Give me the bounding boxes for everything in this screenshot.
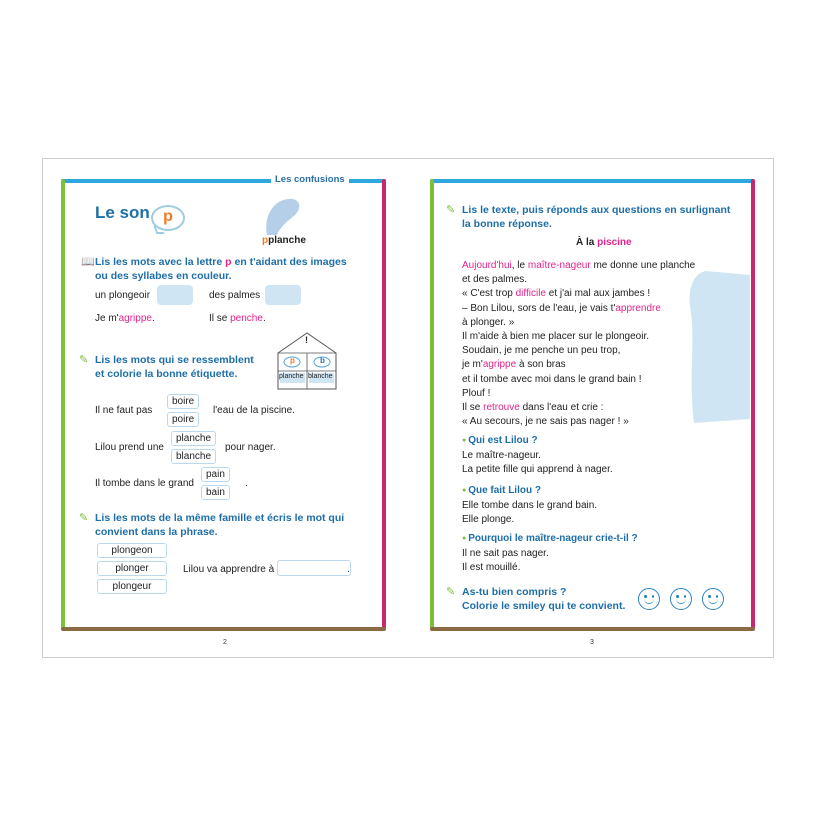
bottom-bar xyxy=(61,627,386,631)
image-word: pplanche xyxy=(262,235,306,246)
ex1-color-box-2[interactable] xyxy=(265,285,301,305)
ex3-instruction: Lis les mots de la même famille et écris le mot qui convient dans la phrase. xyxy=(95,512,345,538)
ex2-s3-start: Il tombe dans le grand xyxy=(95,478,194,489)
question-3: ● Pourquoi le maître-nageur crie-t-il ? xyxy=(462,533,638,544)
ex2-s1-option-1[interactable]: boire xyxy=(167,394,199,409)
question-1: ● Qui est Lilou ? xyxy=(462,435,538,446)
bottom-bar xyxy=(430,627,755,631)
section-header: Les confusions xyxy=(271,174,349,185)
ex1-color-box-1[interactable] xyxy=(157,285,193,305)
story-line: Il se retrouve dans l'eau et crie : xyxy=(462,402,604,413)
ex1-item-1: un plongeoir xyxy=(95,290,151,301)
story-line: Soudain, je me penche un peu trop, xyxy=(462,345,621,357)
pencil-icon: ✎ xyxy=(446,586,456,598)
ex3-word-1: plongeon xyxy=(97,543,167,558)
story-line: « Au secours, je ne sais pas nager ! » xyxy=(462,416,629,428)
ex2-s1-end: l'eau de la piscine. xyxy=(213,405,295,416)
house-letter-p: p xyxy=(290,356,295,365)
right-side-bar xyxy=(751,179,755,629)
ex3-word-2: plonger xyxy=(97,561,167,576)
q2-answer-2[interactable]: Elle plonge. xyxy=(462,514,515,525)
smiley-icon[interactable] xyxy=(702,588,724,610)
book-spread xyxy=(42,158,774,658)
ex2-s2-option-1[interactable]: planche xyxy=(171,431,216,446)
page-title: Le son xyxy=(95,203,150,222)
reading-instruction: Lis le texte, puis réponds aux questions en surlignant la bonne réponse. xyxy=(462,204,731,230)
story-line: – Bon Lilou, sors de l'eau, je vais t'apprendre xyxy=(462,302,661,314)
book-icon: 📖 xyxy=(81,256,95,268)
story-line: « C'est trop difficile et j'ai mal aux jambes ! xyxy=(462,288,651,300)
pencil-icon: ✎ xyxy=(446,204,456,216)
page-number: 2 xyxy=(223,639,227,646)
q1-answer-2[interactable]: La petite fille qui apprend à nager. xyxy=(462,464,613,475)
ex2-instruction: Lis les mots qui se ressemblent et colorie la bonne étiquette. xyxy=(95,354,254,380)
q2-answer-1[interactable]: Elle tombe dans le grand bain. xyxy=(462,500,598,511)
house-word-2: blanche xyxy=(308,373,333,380)
smiley-icon[interactable] xyxy=(670,588,692,610)
house-word-1: planche xyxy=(279,373,304,380)
story-line: et des palmes. xyxy=(462,274,528,286)
ex2-s3-option-1[interactable]: pain xyxy=(201,467,230,482)
question-2: ● Que fait Lilou ? xyxy=(462,485,541,496)
story-line: et il tombe avec moi dans le grand bain ! xyxy=(462,373,642,385)
ex3-end: . xyxy=(347,564,350,575)
story-line: à plonger. » xyxy=(462,316,515,328)
ex2-s1-option-2[interactable]: poire xyxy=(167,412,199,427)
self-check-instruction: As-tu bien compris ? Colorie le smiley qui te convient. xyxy=(462,586,626,612)
left-side-bar xyxy=(61,179,65,629)
page-number: 3 xyxy=(590,639,594,646)
sound-bubble: p xyxy=(151,205,185,231)
q3-answer-2[interactable]: Il est mouillé. xyxy=(462,562,521,573)
ex1-item-3: Je m'agrippe. xyxy=(95,313,155,324)
ex3-sentence: Lilou va apprendre à xyxy=(183,564,275,575)
pencil-icon: ✎ xyxy=(79,512,89,524)
ex2-s3-option-2[interactable]: bain xyxy=(201,485,230,500)
ex3-word-3: plongeur xyxy=(97,579,167,594)
story-line: Plouf ! xyxy=(462,387,491,399)
right-side-bar xyxy=(382,179,386,629)
story-line: je m'agrippe à son bras xyxy=(462,359,566,371)
ex3-answer-field[interactable] xyxy=(277,560,351,576)
swimmer-illustration xyxy=(686,267,750,423)
ex2-s2-start: Lilou prend une xyxy=(95,442,164,453)
pencil-icon: ✎ xyxy=(79,354,89,366)
story-line: Il m'aide à bien me placer sur le plongeoir. xyxy=(462,331,650,342)
text-title: À la piscine xyxy=(576,237,632,248)
ex1-item-2: des palmes xyxy=(209,290,261,301)
house-mark: ! xyxy=(305,335,308,345)
house-letter-b: b xyxy=(320,356,325,365)
left-side-bar xyxy=(430,179,434,629)
ex2-s3-end: . xyxy=(245,478,248,489)
ex2-s2-option-2[interactable]: blanche xyxy=(171,449,216,464)
right-page xyxy=(408,159,773,657)
q1-answer-1[interactable]: Le maître-nageur. xyxy=(462,450,541,461)
ex2-s1-start: Il ne faut pas xyxy=(95,405,153,416)
ex1-item-4: Il se penche. xyxy=(209,313,266,324)
story-line: Aujourd'hui, le maître-nageur me donne une planche xyxy=(462,260,696,271)
top-bar xyxy=(430,179,755,183)
left-page xyxy=(43,159,408,657)
plank-illustration xyxy=(255,195,305,237)
q3-answer-1[interactable]: Il ne sait pas nager. xyxy=(462,548,549,559)
smiley-icon[interactable] xyxy=(638,588,660,610)
ex2-s2-end: pour nager. xyxy=(225,442,276,453)
ex1-instruction: Lis les mots avec la lettre p en t'aidant des images ou des syllabes en couleur. xyxy=(95,256,347,282)
